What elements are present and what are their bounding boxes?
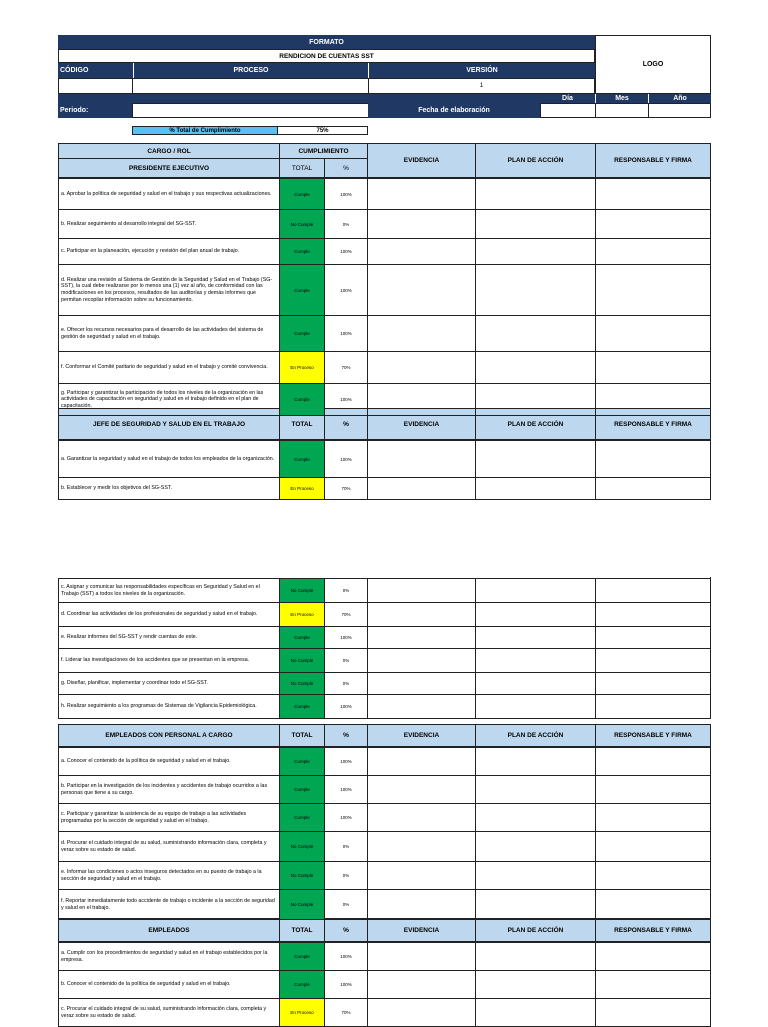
responsable-header: RESPONSABLE Y FIRMA	[595, 143, 711, 178]
evidencia-cell[interactable]	[367, 942, 476, 971]
pct-header: %	[324, 158, 368, 178]
responsable-cell[interactable]	[595, 775, 711, 804]
plan-cell[interactable]	[475, 775, 596, 804]
row-percent: 100%	[324, 440, 368, 478]
responsable-cell[interactable]	[595, 831, 711, 862]
responsable-cell[interactable]	[595, 694, 711, 719]
row-percent: 0%	[324, 648, 368, 673]
responsable-header: RESPONSABLE Y FIRMA	[595, 724, 711, 747]
section-title: EMPLEADOS CON PERSONAL A CARGO	[58, 724, 280, 747]
row-description: c. Participar en la planeación, ejecución y revisión del plan anual de trabajo.	[58, 238, 280, 265]
row-description: b. Establecer y medir los objetivos del SG-SST.	[58, 477, 280, 500]
total-cumplimiento-label: % Total de Cumplimiento	[132, 126, 278, 135]
row-description: b. Conocer el contenido de la política de seguridad y salud en el trabajo.	[58, 970, 280, 999]
row-percent: 100%	[324, 315, 368, 352]
evidencia-cell[interactable]	[367, 861, 476, 890]
row-description: b. Realizar seguimiento al desarrollo integral del SG-SST.	[58, 209, 280, 239]
row-percent: 100%	[324, 626, 368, 649]
status-badge[interactable]: En Proceso	[279, 998, 325, 1027]
evidencia-cell[interactable]	[367, 747, 476, 776]
row-description: h. Realizar seguimiento a los programas de Sistemas de Vigilancia Epidemiológica.	[58, 694, 280, 719]
total-header: TOTAL	[279, 918, 325, 942]
pct-header: %	[324, 408, 368, 440]
plan-cell[interactable]	[475, 315, 596, 352]
responsable-header: RESPONSABLE Y FIRMA	[595, 408, 711, 440]
evidencia-header: EVIDENCIA	[367, 918, 476, 942]
codigo-label: CÓDIGO	[58, 63, 133, 78]
evidencia-cell[interactable]	[367, 648, 476, 673]
status-badge[interactable]: Cumple	[279, 440, 325, 478]
cargo-rol-header: CARGO / ROL	[58, 143, 280, 159]
row-description: a. Garantizar la seguridad y salud en el trabajo de todos los empleados de la organización.	[58, 440, 280, 478]
periodo-value[interactable]	[132, 103, 369, 118]
responsable-cell[interactable]	[595, 440, 711, 478]
dia-label: Día	[540, 94, 595, 103]
row-description: d. Procurar el cuidado integral de su salud, suministrando información clara, completa y veraz sobre su estado de salud.	[58, 831, 280, 862]
evidencia-cell[interactable]	[367, 264, 476, 316]
row-percent: 100%	[324, 264, 368, 316]
status-badge[interactable]: Cumple	[279, 775, 325, 804]
plan-header: PLAN DE ACCIÓN	[475, 408, 596, 440]
responsable-cell[interactable]	[595, 178, 711, 210]
anio-value[interactable]	[648, 103, 711, 118]
logo: LOGO	[595, 35, 711, 94]
responsable-cell[interactable]	[595, 998, 711, 1027]
evidencia-header: EVIDENCIA	[367, 724, 476, 747]
plan-cell[interactable]	[475, 602, 596, 627]
row-percent: 0%	[324, 861, 368, 890]
status-badge[interactable]: Cumple	[279, 238, 325, 265]
status-badge[interactable]: No Cumple	[279, 672, 325, 695]
formato-header: FORMATO	[58, 35, 595, 49]
row-description: c. Participar y garantizar la asistencia de su equipo de trabajo a las actividades programadas por la sección de seguridad y salud en el trabajo.	[58, 803, 280, 832]
status-badge[interactable]: Cumple	[279, 803, 325, 832]
row-description: e. Informar las condiciones o actos inseguros detectados en su puesto de trabajo a la sección de seguridad y salud en el trabajo.	[58, 861, 280, 890]
section-title: EMPLEADOS	[58, 918, 280, 942]
row-description: b. Participar en la investigación de los incidentes y accidentes de trabajo ocurridos a las personas que tiene a su cargo.	[58, 775, 280, 804]
status-badge[interactable]: Cumple	[279, 694, 325, 719]
row-description: a. Cumplir con los procedimientos de seguridad y salud en el trabajo establecidos por la empresa.	[58, 942, 280, 971]
pct-header: %	[324, 918, 368, 942]
status-badge[interactable]: En Proceso	[279, 351, 325, 384]
responsable-cell[interactable]	[595, 672, 711, 695]
status-badge[interactable]: No Cumple	[279, 861, 325, 890]
evidencia-cell[interactable]	[367, 477, 476, 500]
evidencia-cell[interactable]	[367, 626, 476, 649]
evidencia-header: EVIDENCIA	[367, 143, 476, 178]
evidencia-cell[interactable]	[367, 440, 476, 478]
evidencia-cell[interactable]	[367, 998, 476, 1027]
responsable-cell[interactable]	[595, 477, 711, 500]
cumplimiento-header: CUMPLIMIENTO	[279, 143, 368, 159]
responsable-header: RESPONSABLE Y FIRMA	[595, 918, 711, 942]
status-badge[interactable]: Cumple	[279, 747, 325, 776]
row-percent: 0%	[324, 672, 368, 695]
plan-header: PLAN DE ACCIÓN	[475, 724, 596, 747]
row-percent: 70%	[324, 602, 368, 627]
plan-cell[interactable]	[475, 648, 596, 673]
evidencia-cell[interactable]	[367, 209, 476, 239]
row-description: f. Conformar el Comité paritario de seguridad y salud en el trabajo y comité convivencia.	[58, 351, 280, 384]
status-badge[interactable]: No Cumple	[279, 648, 325, 673]
plan-cell[interactable]	[475, 383, 596, 416]
plan-header: PLAN DE ACCIÓN	[475, 143, 596, 178]
status-badge[interactable]: Cumple	[279, 178, 325, 210]
status-badge[interactable]: No Cumple	[279, 209, 325, 239]
status-badge[interactable]: No Cumple	[279, 831, 325, 862]
plan-cell[interactable]	[475, 578, 596, 603]
responsable-cell[interactable]	[595, 315, 711, 352]
responsable-cell[interactable]	[595, 578, 711, 603]
row-percent: 100%	[324, 383, 368, 416]
plan-cell[interactable]	[475, 803, 596, 832]
total-header: TOTAL	[279, 408, 325, 440]
version-label: VERSIÓN	[368, 63, 595, 78]
plan-cell[interactable]	[475, 209, 596, 239]
responsable-cell[interactable]	[595, 351, 711, 384]
row-percent: 100%	[324, 970, 368, 999]
responsable-cell[interactable]	[595, 889, 711, 920]
status-badge[interactable]: Cumple	[279, 264, 325, 316]
section-title: JEFE DE SEGURIDAD Y SALUD EN EL TRABAJO	[58, 408, 280, 440]
row-description: e. Ofrecer los recursos necesarios para el desarrollo de las actividades del sistema de gestión de seguridad y salud en el trabajo.	[58, 315, 280, 352]
dia-value[interactable]	[540, 103, 596, 118]
evidencia-cell[interactable]	[367, 672, 476, 695]
status-badge[interactable]: Cumple	[279, 970, 325, 999]
row-description: f. Reportar inmediatamente todo accidente de trabajo o incidente a la sección de seguridad y salud en el trabajo.	[58, 889, 280, 920]
anio-label: Año	[648, 94, 711, 103]
plan-cell[interactable]	[475, 747, 596, 776]
version-value[interactable]: 1	[368, 78, 595, 94]
responsable-cell[interactable]	[595, 747, 711, 776]
row-percent: 100%	[324, 694, 368, 719]
mes-label: Mes	[595, 94, 648, 103]
status-badge[interactable]: No Cumple	[279, 578, 325, 603]
codigo-value[interactable]	[58, 78, 133, 94]
evidencia-cell[interactable]	[367, 351, 476, 384]
evidencia-cell[interactable]	[367, 238, 476, 265]
evidencia-cell[interactable]	[367, 970, 476, 999]
status-badge[interactable]: Cumple	[279, 383, 325, 416]
responsable-cell[interactable]	[595, 648, 711, 673]
plan-cell[interactable]	[475, 477, 596, 500]
status-badge[interactable]: En Proceso	[279, 602, 325, 627]
row-percent: 100%	[324, 775, 368, 804]
status-badge[interactable]: Cumple	[279, 626, 325, 649]
row-description: g. Participar y garantizar la participación de todos los niveles de la organización en las actividades de capacitación en seguridad y salud en el trabajo definido en el plan de capacitación.	[58, 383, 280, 416]
plan-cell[interactable]	[475, 626, 596, 649]
responsable-cell[interactable]	[595, 626, 711, 649]
row-description: e. Realizar informes del SG-SST y rendir cuentas de este.	[58, 626, 280, 649]
responsable-cell[interactable]	[595, 383, 711, 416]
row-description: f. Liderar las investigaciones de los accidentes que se presentan en la empresa.	[58, 648, 280, 673]
status-badge[interactable]: Cumple	[279, 942, 325, 971]
row-percent: 0%	[324, 578, 368, 603]
row-description: d. Realizar una revisión al Sistema de Gestión de la Seguridad y Salud en el Trabajo (SG-SST), la cual debe realizarse por lo menos una (1) vez al año, de conformidad con las modificaciones en los procesos, resultados de las auditorías y demás informes que permitan recopilar información sobre su funcionamiento.	[58, 264, 280, 316]
responsable-cell[interactable]	[595, 238, 711, 265]
row-percent: 100%	[324, 942, 368, 971]
proceso-label: PROCESO	[133, 63, 368, 78]
row-description: g. Diseñar, planificar, implementar y coordinar todo el SG-SST.	[58, 672, 280, 695]
evidencia-cell[interactable]	[367, 694, 476, 719]
fecha-label: Fecha de elaboración	[368, 103, 540, 118]
row-percent: 100%	[324, 238, 368, 265]
row-percent: 0%	[324, 889, 368, 920]
row-description: c. Asignar y comunicar las responsabilidades específicas en Seguridad y Salud en el Trabajo (SST) a todos los niveles de la organización.	[58, 578, 280, 603]
evidencia-cell[interactable]	[367, 602, 476, 627]
evidencia-cell[interactable]	[367, 803, 476, 832]
status-badge[interactable]: Cumple	[279, 315, 325, 352]
plan-cell[interactable]	[475, 178, 596, 210]
evidencia-cell[interactable]	[367, 831, 476, 862]
row-percent: 100%	[324, 803, 368, 832]
plan-cell[interactable]	[475, 694, 596, 719]
responsable-cell[interactable]	[595, 209, 711, 239]
total-header: TOTAL	[279, 724, 325, 747]
row-description: c. Procurar el cuidado integral de su salud, suministrando información clara, completa y veraz sobre su estado de salud.	[58, 998, 280, 1027]
row-percent: 0%	[324, 831, 368, 862]
responsable-cell[interactable]	[595, 264, 711, 316]
total-cumplimiento-value: 75%	[277, 126, 368, 135]
evidencia-cell[interactable]	[367, 315, 476, 352]
row-percent: 100%	[324, 747, 368, 776]
plan-cell[interactable]	[475, 970, 596, 999]
row-percent: 70%	[324, 477, 368, 500]
periodo-label: Periodo:	[58, 103, 132, 118]
evidencia-cell[interactable]	[367, 889, 476, 920]
evidencia-header: EVIDENCIA	[367, 408, 476, 440]
row-description: a. Conocer el contenido de la política de seguridad y salud en el trabajo.	[58, 747, 280, 776]
responsable-cell[interactable]	[595, 602, 711, 627]
evidencia-cell[interactable]	[367, 383, 476, 416]
plan-cell[interactable]	[475, 942, 596, 971]
plan-cell[interactable]	[475, 861, 596, 890]
evidencia-cell[interactable]	[367, 578, 476, 603]
status-badge[interactable]: En Proceso	[279, 477, 325, 500]
evidencia-cell[interactable]	[367, 775, 476, 804]
plan-cell[interactable]	[475, 351, 596, 384]
proceso-value[interactable]	[132, 78, 369, 94]
plan-cell[interactable]	[475, 672, 596, 695]
plan-header: PLAN DE ACCIÓN	[475, 918, 596, 942]
mes-value[interactable]	[595, 103, 649, 118]
row-percent: 100%	[324, 178, 368, 210]
responsable-cell[interactable]	[595, 861, 711, 890]
row-percent: 0%	[324, 209, 368, 239]
row-percent: 70%	[324, 351, 368, 384]
status-badge[interactable]: No Cumple	[279, 889, 325, 920]
plan-cell[interactable]	[475, 998, 596, 1027]
header-band-left	[58, 94, 540, 103]
responsable-cell[interactable]	[595, 942, 711, 971]
total-header: TOTAL	[279, 158, 325, 178]
evidencia-cell[interactable]	[367, 178, 476, 210]
plan-cell[interactable]	[475, 831, 596, 862]
pct-header: %	[324, 724, 368, 747]
plan-cell[interactable]	[475, 264, 596, 316]
plan-cell[interactable]	[475, 440, 596, 478]
plan-cell[interactable]	[475, 889, 596, 920]
row-description: d. Coordinar las actividades de los profesionales de seguridad y salud en el trabajo.	[58, 602, 280, 627]
responsable-cell[interactable]	[595, 970, 711, 999]
section-title: PRESIDENTE EJECUTIVO	[58, 158, 280, 178]
row-description: a. Aprobar la política de seguridad y salud en el trabajo y sus respectivas actualizaciones.	[58, 178, 280, 210]
responsable-cell[interactable]	[595, 803, 711, 832]
plan-cell[interactable]	[475, 238, 596, 265]
row-percent: 70%	[324, 998, 368, 1027]
document-title: RENDICION DE CUENTAS SST	[58, 49, 595, 63]
